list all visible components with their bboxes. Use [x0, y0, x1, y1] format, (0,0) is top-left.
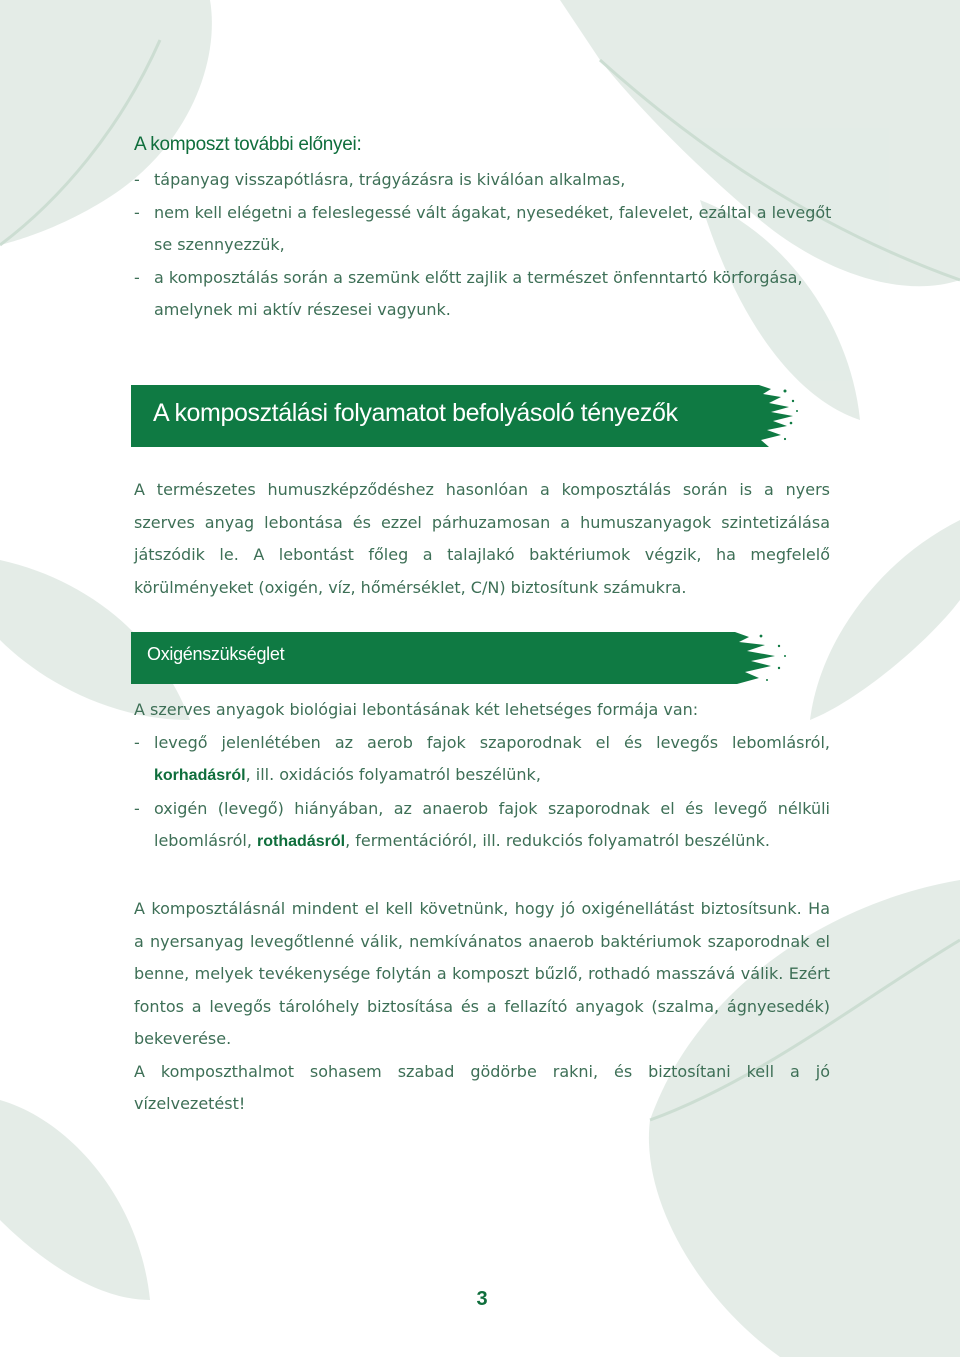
benefits-list [134, 164, 834, 327]
list-item-text: , fermentációról, ill. redukciós folyamatról beszélünk. [345, 831, 770, 850]
list-dash: - [134, 170, 140, 189]
page-number: 3 [476, 1288, 488, 1310]
list-item-text: levegő jelenlétében az aerob fajok szaporodnak el és levegős lebomlásról, [154, 732, 830, 752]
highlight-term: korhadásról [154, 767, 246, 784]
subsection-title: Oxigénszükséglet [147, 644, 285, 664]
oxygen-text-block [134, 694, 830, 859]
list-item-text: nem kell elégetni a feleslegessé vált ágakat, nyesedéket, falevelet, ezáltal a levegőt se szennyezzük, [154, 202, 832, 254]
list-dash: - [134, 798, 140, 818]
list-dash: - [134, 732, 140, 752]
list-dash: - [134, 202, 140, 222]
list-item-text: , ill. oxidációs folyamatról beszélünk, [245, 765, 541, 784]
oxygen-paragraphs [134, 893, 830, 1121]
list-item [134, 727, 830, 793]
highlight-term: rothadásról [257, 833, 346, 850]
list-item [134, 262, 834, 327]
list-item-text: tápanyag visszapótlásra, trágyázásra is kiválóan alkalmas, [154, 170, 626, 189]
subsection-title-banner [131, 632, 731, 684]
list-dash: - [134, 267, 140, 287]
brush-edge [721, 632, 791, 684]
list-item [134, 793, 830, 859]
paragraph: A komposzthalmot sohasem szabad gödörbe rakni, és biztosítani kell a jó vízelvezetést! [134, 1061, 830, 1113]
list-item-text: oxigén (levegő) hiányában, az anaerob fajok szaporodnak el és levegő nélküli lebomlásról, [154, 798, 830, 850]
benefits-heading: A komposzt további előnyei: [134, 134, 362, 155]
lead-sentence: A szerves anyagok biológiai lebontásának két lehetséges formája van: [134, 700, 699, 719]
paragraph: A komposztálásnál mindent el kell követnünk, hogy jó oxigénellátást biztosítsunk. Ha a nyersanyag levegőtlenné válik, nemkívánatos anaerob baktériumok szaporodnak el benne, melyek tevékenysége folytán a komposzt bűzlő, rothadó masszává válik. Ezért fontos a levegős tárolóhely biztosítása és a fellazító anyagok (szalma, ágnyesedék) bekeverése. [134, 899, 830, 1048]
list-item-text: a komposztálás során a szemünk előtt zajlik a természet önfenntartó körforgása, amelynek mi aktív részesei vagyunk. [154, 267, 803, 319]
section-title-banner [131, 385, 751, 447]
brush-edge [741, 385, 801, 447]
section-paragraph: A természetes humuszképződéshez hasonlóan a komposztálás során is a nyers szerves anyag lebontása és ezzel párhuzamosan a humuszanyagok szintetizálása játszódik le. A lebontást főleg a talajlakó baktériumok végzik, ha megfelelő körülményeket (oxigén, víz, hőmérséklet, C/N) biztosítunk számukra. [134, 480, 830, 597]
decomposition-list [134, 727, 830, 859]
section-title: A komposztálási folyamatot befolyásoló tényezők [153, 399, 678, 427]
list-item [134, 164, 834, 197]
list-item [134, 197, 834, 262]
